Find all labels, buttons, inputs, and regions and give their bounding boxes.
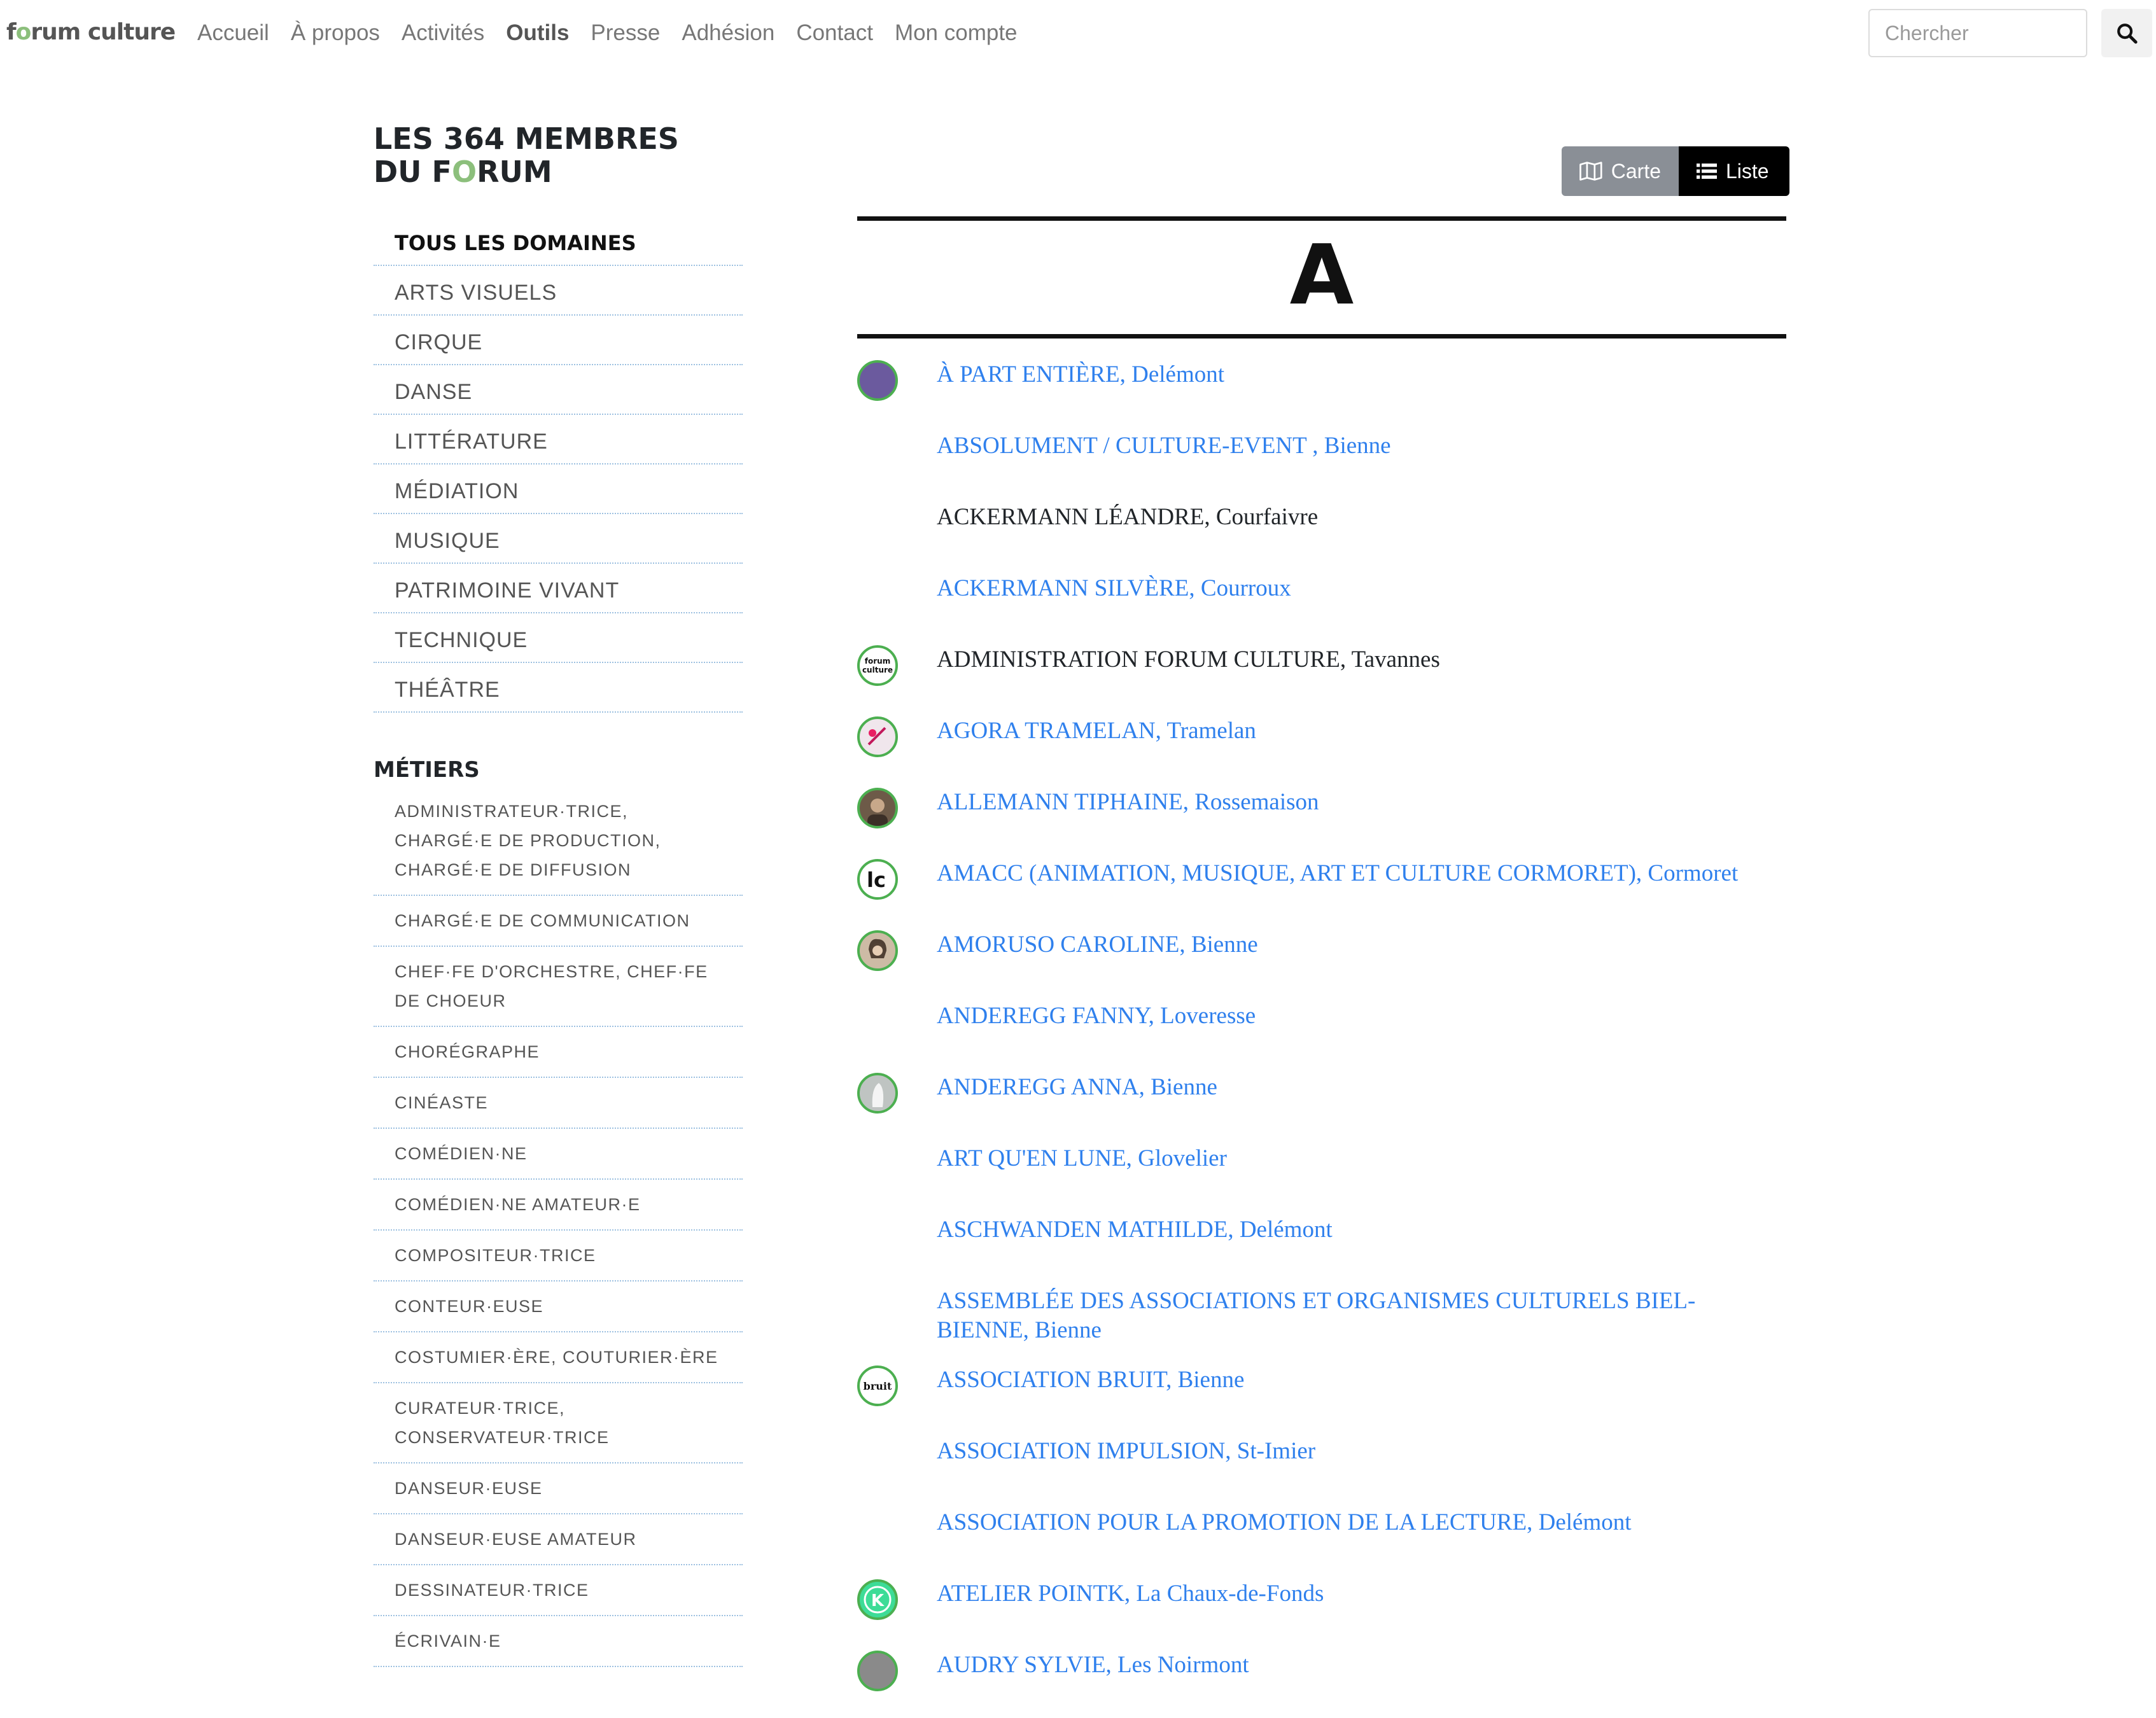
nav-link-a-propos[interactable]: À propos [290, 20, 380, 45]
member-name: ADMINISTRATION FORUM CULTURE, Tavannes [937, 646, 1440, 673]
page-title-line1: LES 364 MEMBRES [374, 122, 679, 156]
brand-suffix: rum culture [31, 19, 176, 45]
nav-link-adhesion[interactable]: Adhésion [682, 20, 775, 45]
domain-item-technique[interactable]: TECHNIQUE [374, 613, 743, 663]
member-name-link[interactable]: ATELIER POINTK, La Chaux-de-Fonds [937, 1581, 1324, 1607]
domain-filter-list [374, 216, 743, 713]
top-navbar [0, 0, 2156, 66]
list-icon [1697, 162, 1717, 180]
svg-text:bruit: bruit [863, 1380, 892, 1392]
brand-prefix: f [6, 19, 16, 45]
domain-item-danse[interactable]: DANSE [374, 365, 743, 415]
member-row [857, 998, 1786, 1069]
member-row [857, 570, 1786, 641]
member-name-link[interactable]: ASCHWANDEN MATHILDE, Delémont [937, 1217, 1333, 1243]
search-icon [2116, 22, 2138, 44]
domain-item-tous[interactable]: TOUS LES DOMAINES [374, 216, 743, 266]
member-logo [857, 1579, 898, 1620]
member-name-link[interactable]: ASSOCIATION IMPULSION, St-Imier [937, 1438, 1316, 1464]
domain-item-litterature[interactable]: LITTÉRATURE [374, 415, 743, 464]
member-logo [857, 645, 898, 686]
metier-item[interactable]: ADMINISTRATEUR·TRICE, CHARGÉ·E DE PRODUCTION, CHARGÉ·E DE DIFFUSION [374, 786, 743, 896]
member-name-link[interactable]: ACKERMANN SILVÈRE, Courroux [937, 575, 1291, 601]
member-name-link[interactable]: ANDEREGG FANNY, Loveresse [937, 1003, 1256, 1029]
domain-item-arts-visuels[interactable]: ARTS VISUELS [374, 266, 743, 316]
section-letter: A [1289, 227, 1354, 323]
metier-item[interactable]: CHEF·FE D'ORCHESTRE, CHEF·FE DE CHOEUR [374, 947, 743, 1027]
member-row [857, 1140, 1786, 1212]
member-name-link[interactable]: ABSOLUMENT / CULTURE-EVENT , Bienne [937, 433, 1391, 459]
nav-link-presse[interactable]: Presse [591, 20, 661, 45]
domain-item-cirque[interactable]: CIRQUE [374, 316, 743, 365]
member-row [857, 1504, 1786, 1575]
metier-item[interactable]: CHARGÉ·E DE COMMUNICATION [374, 896, 743, 947]
member-row [857, 1647, 1786, 1718]
svg-text:K: K [871, 1591, 885, 1610]
member-name-link[interactable]: AMORUSO CAROLINE, Bienne [937, 932, 1258, 958]
metier-item[interactable]: COMÉDIEN·NE [374, 1129, 743, 1180]
member-name-link[interactable]: ASSEMBLÉE DES ASSOCIATIONS ET ORGANISMES CULTURELS BIEL-BIENNE, Bienne [937, 1288, 1696, 1343]
member-name-link[interactable]: ASSOCIATION POUR LA PROMOTION DE LA LECTURE, Delémont [937, 1509, 1632, 1535]
metier-item[interactable]: COMPOSITEUR·TRICE [374, 1231, 743, 1282]
search-input[interactable] [1868, 9, 2087, 57]
page-title-line2: DU FORUM [374, 155, 552, 189]
member-name-link[interactable]: AGORA TRAMELAN, Tramelan [937, 718, 1256, 744]
carte-label: Carte [1611, 159, 1661, 183]
metier-item[interactable]: DANSEUR·EUSE [374, 1463, 743, 1514]
letter-section-header [857, 216, 1786, 339]
map-icon [1579, 161, 1602, 181]
metier-item[interactable]: COSTUMIER·ÈRE, COUTURIER·ÈRE [374, 1332, 743, 1383]
page-title [374, 122, 679, 188]
member-row [857, 1362, 1786, 1433]
member-row [857, 713, 1786, 784]
svg-text:forum: forum [864, 657, 891, 666]
member-row [857, 1283, 1786, 1362]
member-row [857, 1069, 1786, 1140]
member-name-link[interactable]: ASSOCIATION BRUIT, Bienne [937, 1367, 1245, 1393]
nav-link-accueil[interactable]: Accueil [197, 20, 269, 45]
member-logo [857, 930, 898, 971]
member-list [857, 356, 1786, 1718]
member-logo [857, 1651, 898, 1691]
member-logo [857, 788, 898, 828]
member-name-link[interactable]: ANDEREGG ANNA, Bienne [937, 1074, 1217, 1100]
member-name-link[interactable]: ART QU'EN LUNE, Glovelier [937, 1145, 1227, 1171]
member-row [857, 356, 1786, 428]
nav-link-contact[interactable]: Contact [796, 20, 873, 45]
member-row [857, 499, 1786, 570]
member-row [857, 1433, 1786, 1504]
member-row [857, 1212, 1786, 1283]
brand-logo[interactable] [6, 19, 175, 45]
liste-view-button[interactable] [1679, 146, 1789, 196]
nav-links [197, 19, 1018, 47]
member-logo [857, 716, 898, 757]
liste-label: Liste [1726, 159, 1769, 183]
member-name: ACKERMANN LÉANDRE, Courfaivre [937, 504, 1319, 530]
member-row [857, 428, 1786, 499]
domain-item-theatre[interactable]: THÉÂTRE [374, 663, 743, 713]
nav-link-outils[interactable]: Outils [506, 20, 570, 45]
svg-text:lc: lc [867, 868, 886, 892]
metiers-list [374, 786, 743, 1667]
nav-link-activites[interactable]: Activités [401, 20, 485, 45]
nav-link-mon-compte[interactable]: Mon compte [894, 20, 1018, 45]
member-logo [857, 1365, 898, 1406]
brand-o: o [15, 19, 31, 45]
metiers-heading: MÉTIERS [374, 757, 480, 783]
member-row [857, 641, 1786, 713]
member-name-link[interactable]: AMACC (ANIMATION, MUSIQUE, ART ET CULTURE CORMORET), Cormoret [937, 860, 1739, 886]
domain-item-mediation[interactable]: MÉDIATION [374, 464, 743, 514]
member-logo [857, 1073, 898, 1114]
domain-item-musique[interactable]: MUSIQUE [374, 514, 743, 564]
metier-item[interactable]: CHORÉGRAPHE [374, 1027, 743, 1078]
metier-item[interactable]: ÉCRIVAIN·E [374, 1616, 743, 1667]
member-logo [857, 859, 898, 900]
member-row [857, 926, 1786, 998]
domain-item-patrimoine-vivant[interactable]: PATRIMOINE VIVANT [374, 564, 743, 613]
member-row [857, 855, 1786, 926]
view-toggle [1562, 146, 1789, 196]
metier-item[interactable]: COMÉDIEN·NE AMATEUR·E [374, 1180, 743, 1231]
metier-item[interactable]: CONTEUR·EUSE [374, 1282, 743, 1332]
svg-text:culture: culture [862, 666, 893, 674]
metier-item[interactable]: CURATEUR·TRICE, CONSERVATEUR·TRICE [374, 1383, 743, 1463]
member-name-link[interactable]: ALLEMANN TIPHAINE, Rossemaison [937, 789, 1319, 815]
metier-item[interactable]: CINÉASTE [374, 1078, 743, 1129]
metier-item[interactable]: DESSINATEUR·TRICE [374, 1565, 743, 1616]
carte-view-button[interactable] [1562, 146, 1679, 196]
member-name-link[interactable]: AUDRY SYLVIE, Les Noirmont [937, 1652, 1249, 1678]
metier-item[interactable]: DANSEUR·EUSE AMATEUR [374, 1514, 743, 1565]
search-button[interactable] [2101, 9, 2152, 57]
member-logo [857, 360, 898, 401]
member-name-link[interactable]: À PART ENTIÈRE, Delémont [937, 361, 1225, 388]
member-row [857, 1575, 1786, 1647]
member-row [857, 784, 1786, 855]
